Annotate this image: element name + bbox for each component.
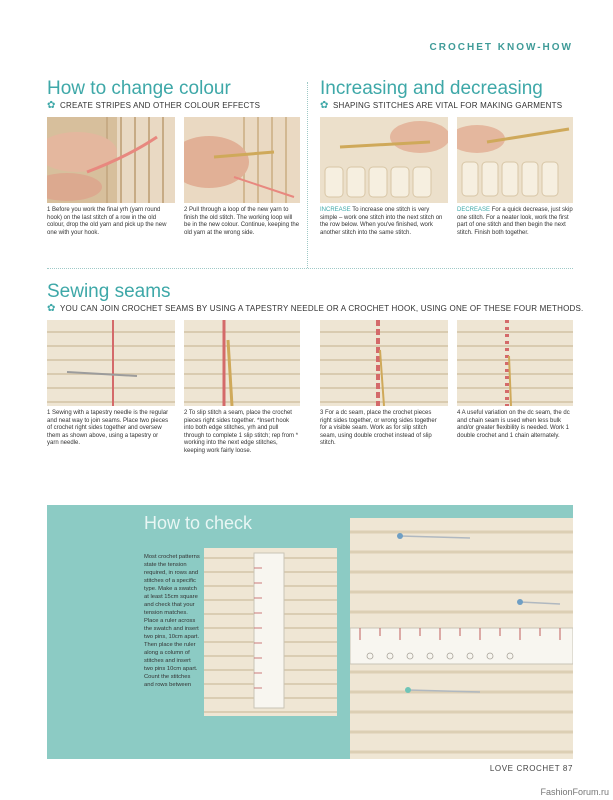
watermark: FashionForum.ru [540, 787, 609, 797]
flower-icon: ✿ [47, 100, 56, 111]
increase-subtitle-text: SHAPING STITCHES ARE VITAL FOR MAKING GARMENTS [333, 101, 563, 110]
page-footer [490, 764, 573, 773]
decrease-label: DECREASE [457, 207, 491, 213]
decrease-caption [457, 207, 573, 237]
swatch-photo-large [350, 518, 573, 759]
increase-subtitle [320, 101, 562, 110]
page-number: 87 [562, 764, 573, 773]
increase-caption [320, 207, 444, 237]
seam-photo-4 [457, 320, 573, 406]
colour-subtitle [47, 101, 260, 110]
seams-subtitle-text: YOU CAN JOIN CROCHET SEAMS BY USING A TAPESTRY NEEDLE OR A CROCHET HOOK, USING ONE OF THESE FOUR METHODS. [60, 304, 584, 313]
increase-label: INCREASE [320, 207, 351, 213]
seam-photo-1 [47, 320, 175, 406]
check-title: How to check [144, 513, 253, 533]
colour-step-1: 1 Before you work the final yrh (yarn round hook) on the last stitch of a row in the old colour, drop the old yarn and pick up the new one with your hook. [47, 207, 167, 236]
colour-photo-2 [184, 117, 300, 203]
seam-step-3: 3 For a dc seam, place the crochet pieces right sides together, or wrong sides together for a visible seam. Work as for slip stitch seam, using double crochet instead of slip stitch. [320, 410, 437, 447]
seam-photo-2 [184, 320, 300, 406]
seam-photo-3 [320, 320, 448, 406]
flower-icon: ✿ [320, 100, 329, 111]
colour-step-2: 2 Pull through a loop of the new yarn to finish the old stitch. The working loop will be in the new colour. Continue, keeping the old yarn at the wrong side. [184, 207, 300, 236]
section-divider [47, 268, 573, 269]
colour-subtitle-text: CREATE STRIPES AND OTHER COLOUR EFFECTS [60, 101, 261, 110]
colour-photo-1 [47, 117, 175, 203]
section-label: CROCHET KNOW-HOW [429, 42, 573, 53]
swatch-photo-small [204, 548, 337, 716]
colour-title: How to change colour [47, 78, 231, 99]
seam-step-1: 1 Sewing with a tapestry needle is the regular and neat way to join seams. Place two pieces of crochet right sides together and oversew them as shown above, using a tapestry or yarn needle. [47, 410, 169, 447]
seams-title: Sewing seams [47, 281, 171, 302]
increase-title: Increasing and decreasing [320, 78, 543, 99]
magazine-name: LOVE CROCHET [489, 764, 561, 773]
seam-step-4: 4 A useful variation on the dc seam, the dc and chain seam is used when less bulk and/or greater flexibility is needed. Work 1 double crochet and 1 chain alternately. [457, 410, 570, 439]
seam-step-2: 2 To slip stitch a seam, place the crochet pieces right sides together. *Insert hook into both edge stitches, yrh and pull through to complete 1 slip stitch; rep from * working into the next edge stitches, keeping work fairly loose. [184, 410, 299, 454]
seams-subtitle [47, 304, 583, 313]
check-text: Most crochet patterns state the tension required, in rows and stitches of a specific type. Make a swatch at least 15cm square and check that your tension matches. Place a ruler across the swatch and insert two pins, 10cm apart. Then place the ruler along a column of stitches and insert two pins 10cm apart. Count the stitches and rows between [144, 554, 200, 688]
increase-photo [320, 117, 448, 203]
flower-icon: ✿ [47, 303, 56, 314]
decrease-text: For a quick decrease, just skip one stitch. For a neater look, work the first part of one stitch and then begin the next stitch. Finish both together. [457, 207, 573, 236]
column-divider [307, 82, 308, 268]
decrease-photo [457, 117, 573, 203]
increase-text: To increase one stitch is very simple – work one stitch into the next stitch on the row below. When you've finished, work another stitch into the same stitch. [320, 207, 443, 236]
